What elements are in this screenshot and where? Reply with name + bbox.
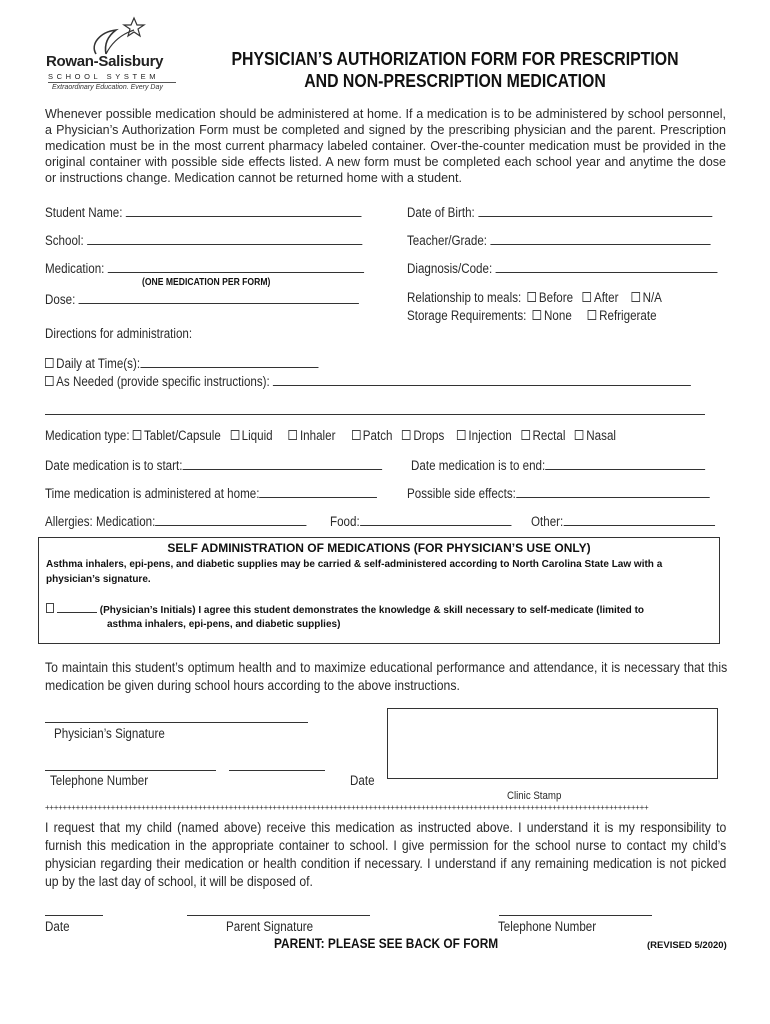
allergies-medication-label: Allergies: Medication: bbox=[45, 514, 156, 529]
logo-subtitle: SCHOOL SYSTEM bbox=[48, 72, 160, 81]
diagnosis-code-line[interactable] bbox=[495, 259, 717, 273]
type-injection-checkbox[interactable] bbox=[457, 430, 466, 440]
type-inhaler-label: Inhaler bbox=[299, 428, 336, 443]
other-line[interactable] bbox=[563, 512, 714, 526]
form-title bbox=[226, 48, 684, 92]
clinic-stamp-label: Clinic Stamp bbox=[507, 790, 562, 802]
storage-refrigerate-checkbox[interactable] bbox=[588, 310, 597, 320]
date-of-birth-line[interactable] bbox=[478, 203, 712, 217]
telephone-label: Telephone Number bbox=[50, 773, 149, 788]
side-effects-label: Possible side effects: bbox=[407, 486, 516, 501]
type-tablet-label: Tablet/Capsule bbox=[143, 428, 221, 443]
date-start-field[interactable] bbox=[45, 456, 382, 473]
school-logo bbox=[46, 16, 181, 92]
storage-requirements-label: Storage Requirements: bbox=[407, 308, 527, 323]
medication-type-label: Medication type: bbox=[45, 428, 130, 443]
food-field[interactable] bbox=[330, 512, 511, 529]
type-liquid-checkbox[interactable] bbox=[230, 430, 239, 440]
daily-at-times-label: Daily at Time(s): bbox=[56, 356, 141, 371]
physician-signature-line[interactable] bbox=[45, 722, 308, 723]
relationship-to-meals-label: Relationship to meals: bbox=[407, 290, 522, 305]
allergies-medication-field[interactable] bbox=[45, 512, 307, 529]
self-admin-law-line-1: Asthma inhalers, epi-pens, and diabetic supplies may be carried & self-administered according to North Carolina State Law with a bbox=[46, 559, 663, 570]
storage-requirements-field bbox=[407, 308, 657, 323]
other-label: Other: bbox=[531, 514, 564, 529]
date-end-line[interactable] bbox=[545, 456, 705, 470]
back-of-form-notice: PARENT: PLEASE SEE BACK OF FORM bbox=[274, 936, 499, 951]
meals-after-checkbox[interactable] bbox=[583, 292, 592, 302]
logo-tagline: Extraordinary Education. Every Day bbox=[52, 84, 163, 91]
logo-divider bbox=[48, 82, 176, 83]
self-admin-agree-line-2: asthma inhalers, epi-pens, and diabetic supplies) bbox=[107, 619, 341, 630]
parent-signature-label: Parent Signature bbox=[226, 919, 314, 934]
meals-before-checkbox[interactable] bbox=[528, 292, 537, 302]
parent-statement: I request that my child (named above) receive this medication as instructed above. I understand it is my responsibility to furnish this medication in the appropriate container to school. I give permission for the school nurse to contact my child’s physician regarding their medication or health condition if necessary. I understand if any remaining medication is not picked up by the last day of school, it will be disposed of. bbox=[45, 820, 727, 889]
revised-date: (REVISED 5/2020) bbox=[647, 940, 727, 951]
type-drops-label: Drops bbox=[413, 428, 445, 443]
dose-field[interactable] bbox=[45, 290, 359, 307]
meals-na-label: N/A bbox=[642, 290, 662, 305]
self-admin-agree-line-1: (Physician’s Initials) I agree this student demonstrates the knowledge & skill necessary to self-medicate (limited to bbox=[99, 605, 645, 616]
self-admin-checkbox[interactable] bbox=[46, 603, 54, 613]
parent-telephone-line[interactable] bbox=[499, 915, 652, 916]
date-end-field[interactable] bbox=[411, 456, 705, 473]
medication-label: Medication: bbox=[45, 261, 105, 276]
date-of-birth-label: Date of Birth: bbox=[407, 205, 475, 220]
as-needed-continuation-line[interactable] bbox=[45, 414, 705, 415]
logo-name: Rowan-Salisbury bbox=[46, 53, 164, 70]
physician-signature-label: Physician’s Signature bbox=[54, 726, 165, 741]
one-medication-note: (ONE MEDICATION PER FORM) bbox=[142, 277, 271, 288]
title-line-1: PHYSICIAN’S AUTHORIZATION FORM FOR PRESCRIPTION bbox=[231, 49, 679, 69]
type-rectal-label: Rectal bbox=[532, 428, 566, 443]
teacher-grade-line[interactable] bbox=[490, 231, 710, 245]
type-liquid-label: Liquid bbox=[241, 428, 273, 443]
title-line-2: AND NON-PRESCRIPTION MEDICATION bbox=[304, 71, 606, 91]
meals-na-checkbox[interactable] bbox=[631, 292, 640, 302]
storage-none-label: None bbox=[544, 308, 572, 323]
type-injection-label: Injection bbox=[468, 428, 512, 443]
physician-initials-line[interactable] bbox=[57, 603, 97, 613]
daily-at-times-field bbox=[45, 354, 318, 371]
parent-date-label: Date bbox=[45, 919, 70, 934]
meals-before-label: Before bbox=[538, 290, 574, 305]
type-nasal-checkbox[interactable] bbox=[575, 430, 584, 440]
student-name-label: Student Name: bbox=[45, 205, 123, 220]
time-administered-line[interactable] bbox=[259, 484, 377, 498]
medication-type-field bbox=[45, 428, 616, 443]
type-rectal-checkbox[interactable] bbox=[521, 430, 530, 440]
physician-statement: To maintain this student’s optimum health and to maximize educational performance and attendance, it is necessary that this medication be given during school hours according to the above instructions. bbox=[45, 660, 728, 693]
as-needed-checkbox[interactable] bbox=[45, 376, 54, 386]
student-name-field[interactable] bbox=[45, 203, 361, 220]
star-swoosh-icon bbox=[86, 16, 148, 58]
diagnosis-code-label: Diagnosis/Code: bbox=[407, 261, 493, 276]
medication-field[interactable] bbox=[45, 259, 364, 276]
time-administered-field[interactable] bbox=[45, 484, 377, 501]
other-field[interactable] bbox=[531, 512, 715, 529]
school-field[interactable] bbox=[45, 231, 362, 248]
relationship-to-meals-field bbox=[407, 290, 662, 305]
physician-date-line[interactable] bbox=[229, 770, 325, 771]
diagnosis-code-field[interactable] bbox=[407, 259, 717, 276]
storage-refrigerate-label: Refrigerate bbox=[599, 308, 657, 323]
self-admin-heading: SELF ADMINISTRATION OF MEDICATIONS (FOR PHYSICIAN’S USE ONLY) bbox=[167, 541, 591, 555]
physician-date-label: Date bbox=[350, 773, 375, 788]
type-inhaler-checkbox[interactable] bbox=[289, 430, 298, 440]
self-admin-agree bbox=[46, 603, 644, 616]
parent-telephone-label: Telephone Number bbox=[498, 919, 597, 934]
date-start-label: Date medication is to start: bbox=[45, 458, 183, 473]
as-needed-field bbox=[45, 372, 691, 389]
parent-signature-line[interactable] bbox=[187, 915, 370, 916]
date-end-label: Date medication is to end: bbox=[411, 458, 546, 473]
type-nasal-label: Nasal bbox=[586, 428, 616, 443]
side-effects-field[interactable] bbox=[407, 484, 709, 501]
self-administration-box bbox=[38, 537, 720, 644]
directions-label: Directions for administration: bbox=[45, 326, 193, 341]
medication-line[interactable] bbox=[108, 259, 364, 273]
type-drops-checkbox[interactable] bbox=[402, 430, 411, 440]
as-needed-line[interactable] bbox=[273, 372, 691, 386]
food-line[interactable] bbox=[360, 512, 511, 526]
clinic-stamp-box bbox=[387, 708, 718, 779]
meals-after-label: After bbox=[593, 290, 619, 305]
type-tablet-checkbox[interactable] bbox=[133, 430, 142, 440]
school-label: School: bbox=[45, 233, 84, 248]
daily-checkbox[interactable] bbox=[45, 358, 54, 368]
date-of-birth-field[interactable] bbox=[407, 203, 712, 220]
food-label: Food: bbox=[330, 514, 360, 529]
as-needed-label: As Needed (provide specific instructions): bbox=[56, 374, 270, 389]
type-patch-label: Patch bbox=[362, 428, 393, 443]
section-separator: ++++++++++++++++++++++++++++++++++++++++++++++++++++++++++++++++++++++++++++++++++++++++++++++++++++++++++++++++++++++++++++++++++++++++++ bbox=[45, 803, 649, 812]
dose-label: Dose: bbox=[45, 292, 76, 307]
daily-at-times-line[interactable] bbox=[140, 354, 318, 368]
teacher-grade-label: Teacher/Grade: bbox=[407, 233, 488, 248]
intro-paragraph: Whenever possible medication should be administered at home. If a medication is to be administered by school personnel, a Physician’s Authorization Form must be completed and signed by the prescribing physician and the parent. Prescription medication must be in the most current pharmacy labeled container. Over-the-counter medication must be provided in the original container with possible side effects listed. A new form must be completed each school year and anytime the dose or instructions change. Medication cannot be returned home with a student. bbox=[45, 107, 726, 185]
self-admin-law-line-2: physician’s signature. bbox=[46, 574, 151, 585]
allergies-medication-line[interactable] bbox=[155, 512, 306, 526]
school-line[interactable] bbox=[87, 231, 362, 245]
telephone-line[interactable] bbox=[45, 770, 216, 771]
type-patch-checkbox[interactable] bbox=[352, 430, 361, 440]
dose-line[interactable] bbox=[79, 290, 359, 304]
student-name-line[interactable] bbox=[126, 203, 362, 217]
side-effects-line[interactable] bbox=[516, 484, 710, 498]
teacher-grade-field[interactable] bbox=[407, 231, 710, 248]
time-administered-label: Time medication is administered at home: bbox=[45, 486, 260, 501]
parent-date-line[interactable] bbox=[45, 915, 103, 916]
date-start-line[interactable] bbox=[182, 456, 382, 470]
storage-none-checkbox[interactable] bbox=[533, 310, 542, 320]
